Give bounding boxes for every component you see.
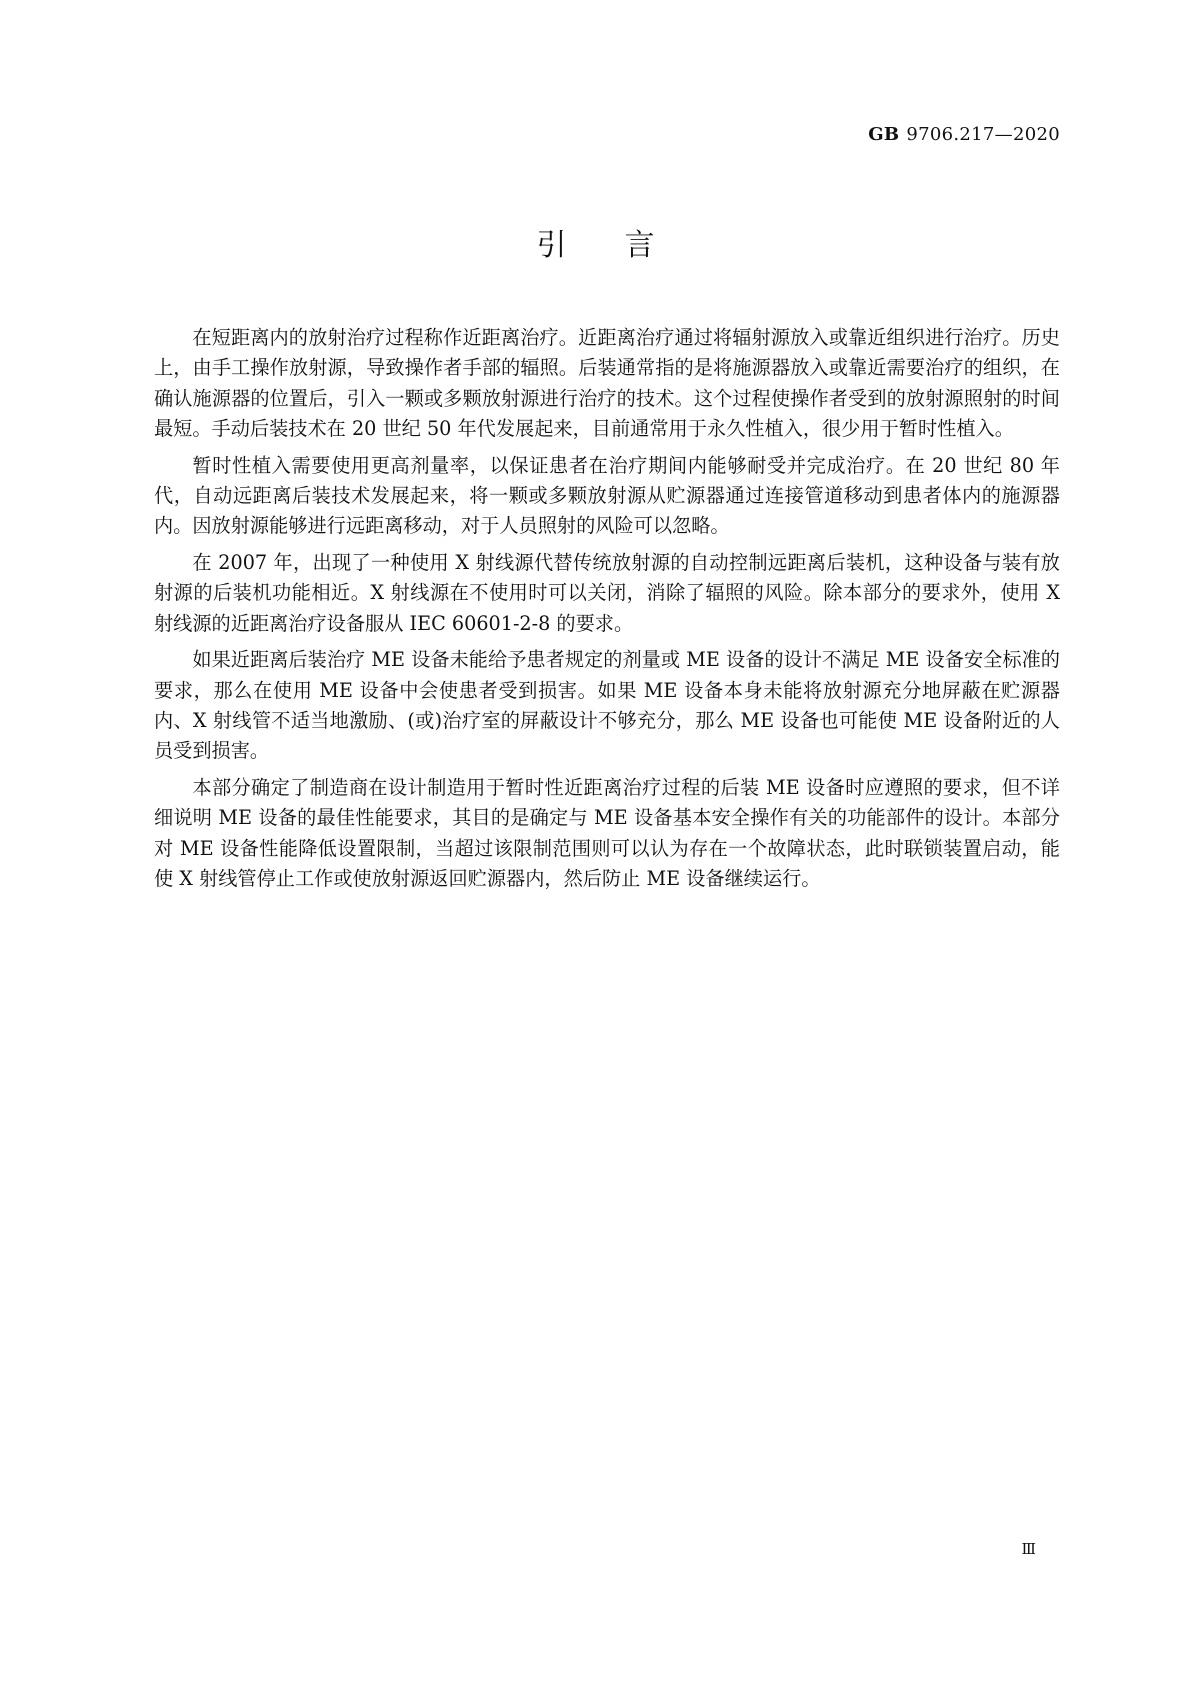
paragraph-4: 如果近距离后装治疗 ME 设备未能给予患者规定的剂量或 ME 设备的设计不满足 ME 设备安全标准的要求，那么在使用 ME 设备中会使患者受到损害。如果 ME 设备本身未能将放射源充分地屏蔽在贮源器内、X 射线管不适当地激励、(或)治疗室的屏蔽设计不够充分，那么 ME 设备也可能使 ME 设备附近的人员受到损害。 xyxy=(154,648,1060,763)
standard-code: 9706.217—2020 xyxy=(906,124,1060,145)
page-title: 引言 xyxy=(536,228,713,263)
paragraph-3: 在 2007 年，出现了一种使用 X 射线源代替传统放射源的自动控制远距离后装机，这种设备与装有放射源的后装机功能相近。X 射线源在不使用时可以关闭，消除了辐照的风险。除本部分的要求外，使用 X 射线源的近距离治疗设备服从 IEC 60601-2-8 的要求。 xyxy=(154,551,1060,635)
standard-prefix: GB xyxy=(868,124,900,145)
standard-number-header xyxy=(868,124,1060,145)
paragraph-1: 在短距离内的放射治疗过程称作近距离治疗。近距离治疗通过将辐射源放入或靠近组织进行治疗。历史上，由手工操作放射源，导致操作者手部的辐照。后装通常指的是将施源器放入或靠近需要治疗的组织，在确认施源器的位置后，引入一颗或多颗放射源进行治疗的技术。这个过程使操作者受到的放射源照射的时间最短。手动后装技术在 20 世纪 50 年代发展起来，目前通常用于永久性植入，很少用于暂时性植入。 xyxy=(154,326,1060,440)
document-body xyxy=(154,323,1060,901)
paragraph-2: 暂时性植入需要使用更高剂量率，以保证患者在治疗期间内能够耐受并完成治疗。在 20 世纪 80 年代，自动远距离后装技术发展起来，将一颗或多颗放射源从贮源器通过连接管道移动到患者体内的施源器内。因放射源能够进行远距离移动，对于人员照射的风险可以忽略。 xyxy=(154,453,1060,538)
paragraph-5: 本部分确定了制造商在设计制造用于暂时性近距离治疗过程的后装 ME 设备时应遵照的要求，但不详细说明 ME 设备的最佳性能要求，其目的是确定与 ME 设备基本安全操作有关的功能部件的设计。本部分对 ME 设备性能降低设置限制，当超过该限制范围则可以认为存在一个故障状态，此时联锁装置启动，能使 X 射线管停止工作或使放射源返回贮源器内，然后防止 ME 设备继续运行。 xyxy=(154,776,1060,891)
page-number: Ⅲ xyxy=(1021,1540,1035,1558)
